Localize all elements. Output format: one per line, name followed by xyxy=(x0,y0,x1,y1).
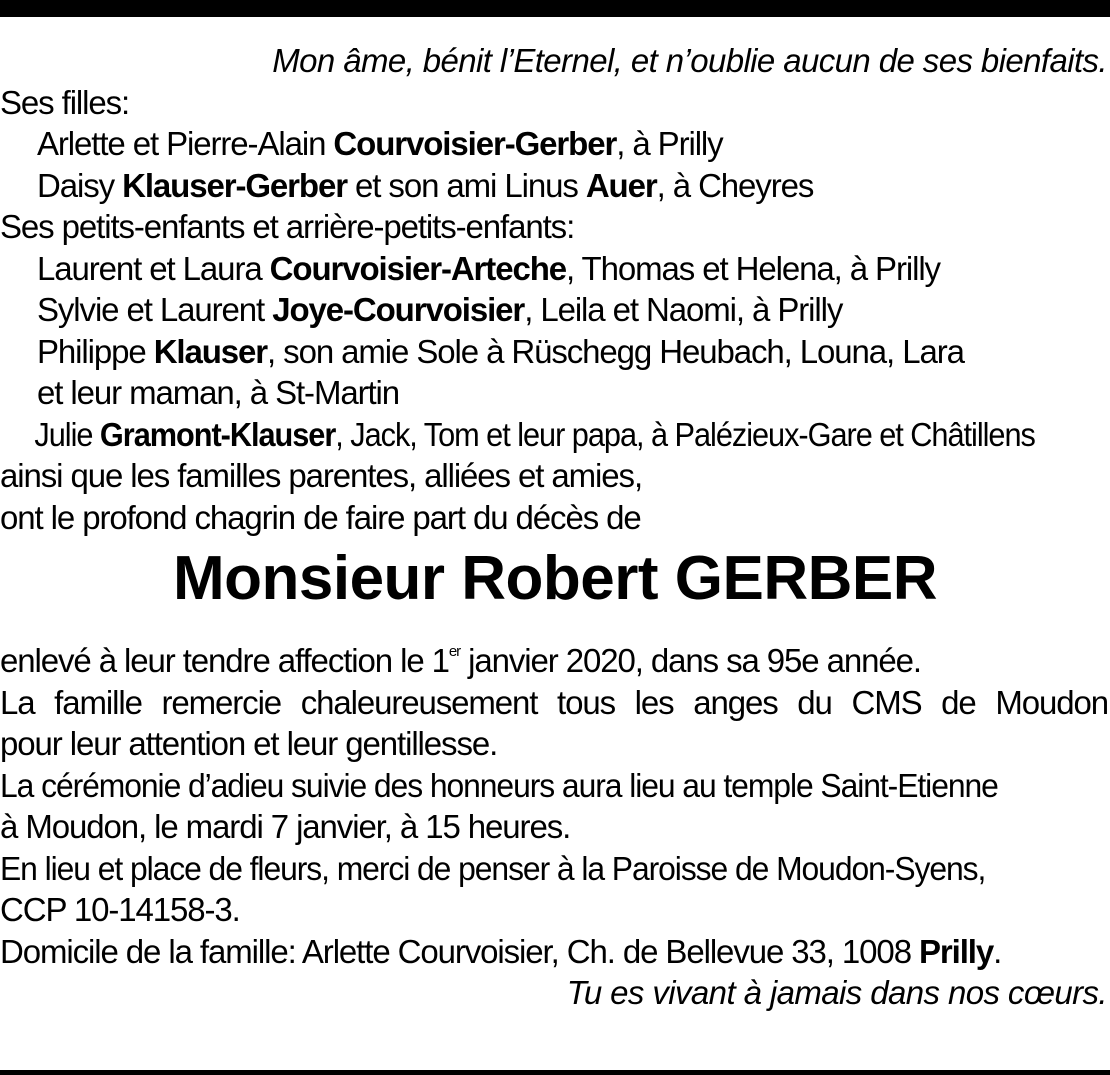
ceremony-line-2: à Moudon, le mardi 7 janvier, à 15 heures. xyxy=(0,808,571,845)
daughter-line-1: Arlette et Pierre-Alain Courvoisier-Gerber, à Prilly xyxy=(37,125,723,162)
grandchild-line-4: et leur maman, à St-Martin xyxy=(37,374,400,411)
deceased-name: Monsieur Robert GERBER xyxy=(172,544,938,613)
surname: Auer xyxy=(585,166,657,204)
bottom-border xyxy=(0,1070,1110,1075)
grandchildren-heading: Ses petits-enfants et arrière-petits-enfants: xyxy=(0,208,575,245)
thanks-line-2: pour leur attention et leur gentillesse. xyxy=(0,725,498,762)
flowers-line-2: CCP 10-14158-3. xyxy=(0,891,240,928)
thanks-line-1: La famille remercie chaleureusement tous les anges du CMS de Moudon xyxy=(0,683,1108,721)
opening-quote: Mon âme, bénit l’Eternel, et n’oublie aucun de ses bienfaits. xyxy=(272,42,1107,79)
daughter-line-2: Daisy Klauser-Gerber et son ami Linus Auer, à Cheyres xyxy=(37,166,814,204)
surname: Gramont-Klauser xyxy=(99,415,336,453)
announcement-line: ont le profond chagrin de faire part du décès de xyxy=(0,498,641,536)
surname: Klauser-Gerber xyxy=(122,166,347,204)
obituary-notice xyxy=(0,40,1110,1014)
surname: Courvoisier-Gerber xyxy=(333,125,617,162)
grandchild-line-5: Julie Gramont-Klauser, Jack, Tom et leur papa, à Palézieux-Gare et Châtillens xyxy=(34,415,1035,453)
grandchild-line-3: Philippe Klauser, son amie Sole à Rüschegg Heubach, Louna, Lara xyxy=(37,332,964,370)
grandchild-line-1: Laurent et Laura Courvoisier-Arteche, Thomas et Helena, à Prilly xyxy=(37,249,940,287)
town: Prilly xyxy=(919,932,994,970)
death-date-line: enlevé à leur tendre affection le 1er janvier 2020, dans sa 95e année. xyxy=(0,642,921,679)
top-border xyxy=(0,0,1110,17)
grandchild-line-2: Sylvie et Laurent Joye-Courvoisier, Leila et Naomi, à Prilly xyxy=(37,291,843,328)
domicile-line: Domicile de la famille: Arlette Courvoisier, Ch. de Bellevue 33, 1008 Prilly. xyxy=(0,932,1002,970)
surname: Joye-Courvoisier xyxy=(272,291,525,328)
ordinal-suffix: er xyxy=(448,643,461,660)
ceremony-line-1: La cérémonie d’adieu suivie des honneurs aura lieu au temple Saint-Etienne xyxy=(0,766,998,804)
surname: Courvoisier-Arteche xyxy=(269,249,567,287)
families-line: ainsi que les familles parentes, alliées et amies, xyxy=(0,457,643,494)
daughters-heading: Ses filles: xyxy=(0,83,130,121)
closing-quote: Tu es vivant à jamais dans nos cœurs. xyxy=(566,974,1107,1011)
surname: Klauser xyxy=(153,332,268,370)
flowers-line-1: En lieu et place de fleurs, merci de penser à la Paroisse de Moudon-Syens, xyxy=(0,849,986,887)
